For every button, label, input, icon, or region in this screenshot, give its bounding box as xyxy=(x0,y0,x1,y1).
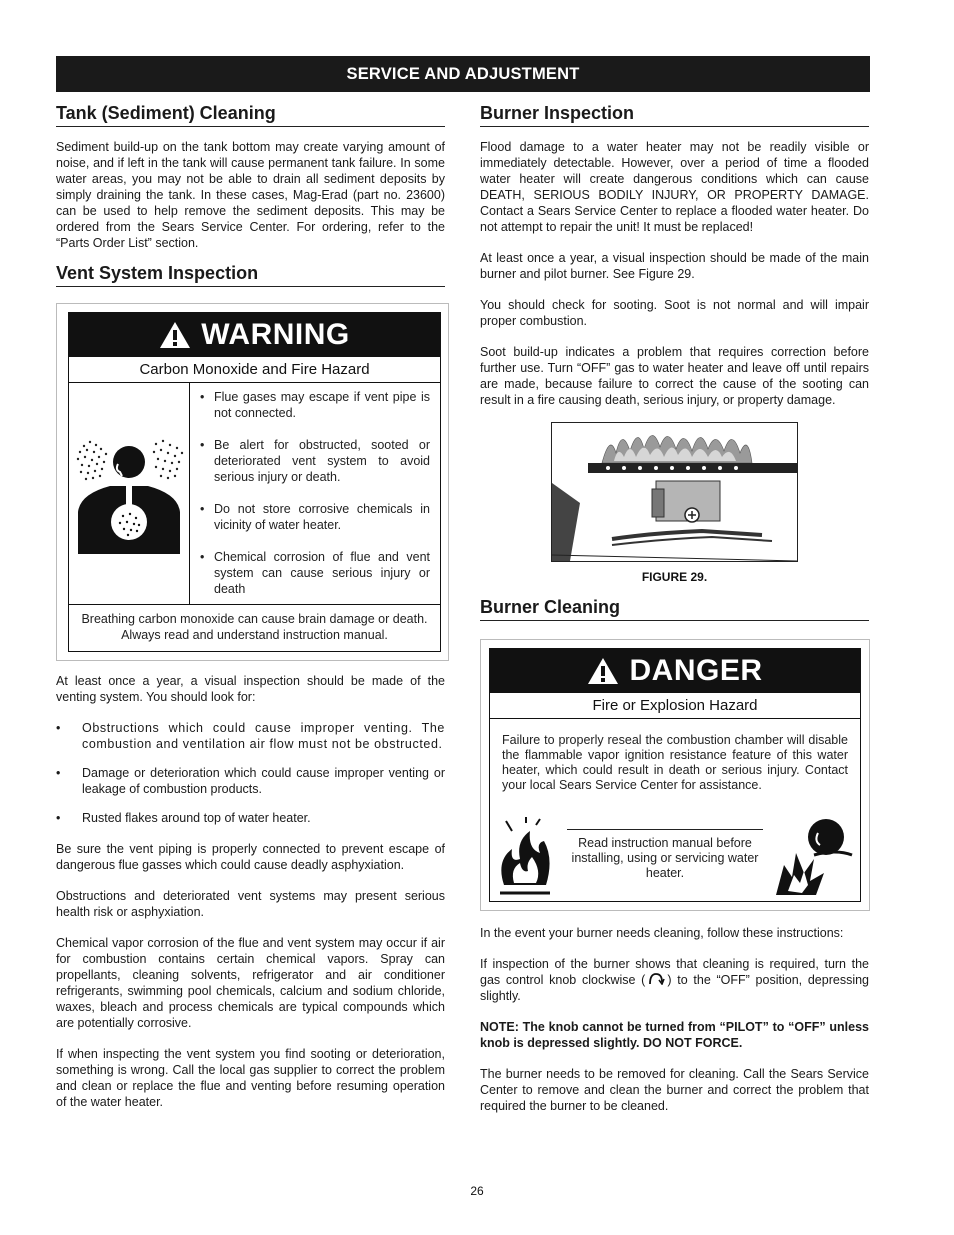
burner-cleaning-intro: In the event your burner needs cleaning, follow these instructions: xyxy=(480,926,844,940)
gas-knob-text-a: If inspection of the burner shows that cleaning is required, turn the gas control knob clockwise ( xyxy=(480,957,869,987)
gas-knob-text-b: ) to the “OFF” position, depressing slightly. xyxy=(480,973,870,1003)
vent-piping-text: Be sure the vent piping is properly connected to prevent escape of dangerous flue gasses which could cause deadly asphyxiation. xyxy=(56,842,445,872)
danger-label xyxy=(480,639,870,911)
danger-read-manual: Read instruction manual before installing, using or servicing water heater. xyxy=(567,829,763,881)
figure-29 xyxy=(480,422,869,584)
warning-word: WARNING xyxy=(201,318,350,351)
warning-item: • Flue gases may escape if vent pipe is not connected. xyxy=(200,389,430,421)
list-item: • Damage or deterioration which could cause improper venting or leakage of combustion products. xyxy=(56,765,445,797)
co-inhalation-pictogram-icon xyxy=(69,383,190,604)
warning-hazard: Carbon Monoxide and Fire Hazard xyxy=(69,357,440,383)
danger-hazard: Fire or Explosion Hazard xyxy=(490,693,860,719)
warning-item: • Chemical corrosion of flue and vent system can cause serious injury or death xyxy=(200,549,430,597)
right-column xyxy=(480,100,869,1114)
burner-removal-text: The burner needs to be removed for cleaning. Call the Sears Service Center to remove and clean the burner and correct the problem that required the burner to be cleaned. xyxy=(480,1067,869,1113)
danger-word: DANGER xyxy=(629,654,763,687)
vent-checklist xyxy=(56,720,445,826)
tank-cleaning-heading: Tank (Sediment) Cleaning xyxy=(56,103,445,127)
obstructions-text: Obstructions and deteriorated vent systems may present serious health risk or asphyxiation. xyxy=(56,889,445,919)
sooting-text: If when inspecting the vent system you find sooting or deterioration, something is wrong. Call the local gas supplier to correct the problem and clean or replace the flue and venting before resuming operation of the water heater. xyxy=(56,1047,445,1109)
list-item: • Rusted flakes around top of water heater. xyxy=(56,810,445,826)
explosion-icon xyxy=(774,815,854,899)
danger-body: Failure to properly reseal the combustion chamber will disable the flammable vapor ignition resistance feature of this water heater, which could result in death or serious injury. Contact your local Sears Service Center for assistance. xyxy=(502,733,848,792)
soot-buildup-text: Soot build-up indicates a problem that requires correction before further use. Turn “OFF” gas to water heater and leave off until repairs are made, because failure to correct the cause of the sooting can result in a fire causing death, serious injury, or property damage. xyxy=(480,345,869,407)
burner-cleaning-heading: Burner Cleaning xyxy=(480,597,869,621)
warning-footer: Breathing carbon monoxide can cause brain damage or death. Always read and understand instruction manual. xyxy=(81,612,428,642)
flood-damage-text: Flood damage to a water heater may not be readily visible or immediately detectable. However, over a period of time a flooded water heater will create dangerous conditions which can cause DEATH, SERIOUS BODILY INJURY, OR PROPERTY DAMAGE. Contact a Sears Service Center to replace a flooded water heater. Do not attempt to repair the unit! It must be replaced! xyxy=(480,140,869,234)
left-column xyxy=(56,100,445,1110)
sooting-check-text: You should check for sooting. Soot is not normal and will impair proper combustion. xyxy=(480,298,869,328)
warning-item: • Do not store corrosive chemicals in vicinity of water heater. xyxy=(200,501,430,533)
section-banner: SERVICE AND ADJUSTMENT xyxy=(56,56,870,92)
danger-triangle-icon xyxy=(587,657,619,685)
knob-note: NOTE: The knob cannot be turned from “PILOT” to “OFF” unless knob is depressed slightly. DO NOT FORCE. xyxy=(480,1020,869,1050)
vent-intro-text: At least once a year, a visual inspection should be made of the venting system. You should look for: xyxy=(56,674,445,704)
warning-label xyxy=(56,303,449,661)
danger-box xyxy=(489,648,861,902)
chemical-corrosion-text: Chemical vapor corrosion of the flue and vent system may occur if air for combustion contains certain chemical vapors. Spray can propellants, cleaning solvents, refrigerator and air conditioner refrigerants, swimming pool chemicals, calcium and sodium chloride, waxes, bleach and process chemicals are typical compounds which are potentially corrosive. xyxy=(56,936,445,1030)
figure-caption: FIGURE 29. xyxy=(641,570,708,584)
warning-item: • Be alert for obstructed, sooted or deteriorated vent system to avoid serious injury or death. xyxy=(200,437,430,485)
warning-box xyxy=(68,312,441,652)
burner-inspection-heading: Burner Inspection xyxy=(480,103,869,127)
annual-inspection-text: At least once a year, a visual inspection should be made of the main burner and pilot burner. See Figure 29. xyxy=(480,251,869,281)
clockwise-arrow-icon xyxy=(647,972,665,985)
warning-header xyxy=(69,313,440,357)
vent-inspection-heading: Vent System Inspection xyxy=(56,263,445,287)
gas-knob-instruction xyxy=(480,956,869,1004)
list-item: • Obstructions which could cause improper venting. The combustion and ventilation air flow must not be obstructed. xyxy=(56,720,445,752)
tank-cleaning-text: Sediment build-up on the tank bottom may create varying amount of noise, and if left in the tank will cause permanent tank failure. In some water areas, you may not be able to drain all sediment deposits by simply draining the tank. In these cases, Mag-Erad (part no. 23600) can be used to help remove the sediment deposits. This may be ordered from the Sears Service Center. For ordering, refer to the “Parts Order List” section. xyxy=(56,140,445,250)
flame-icon xyxy=(496,815,556,899)
burner-flame-illustration xyxy=(551,422,798,562)
page-number: 26 xyxy=(470,1184,484,1198)
danger-header xyxy=(490,649,860,693)
warning-triangle-icon xyxy=(159,321,191,349)
